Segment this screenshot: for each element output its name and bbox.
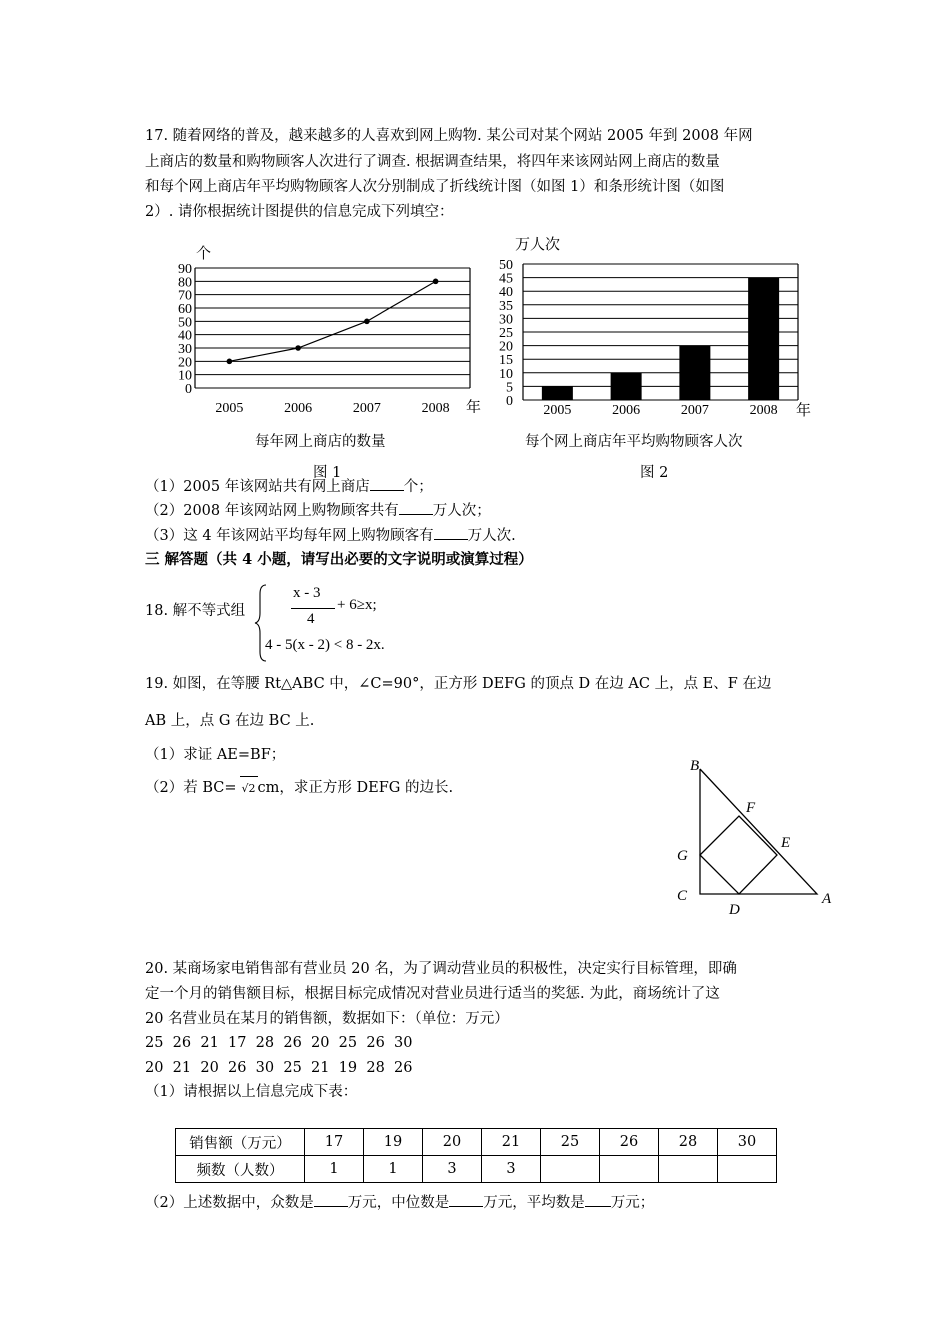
q18-label: 18. 解不等式组 <box>145 603 246 619</box>
chart1-ytick-label: 70 <box>178 288 192 304</box>
table-row-sales <box>176 1129 777 1156</box>
table-cell: 1 <box>305 1156 364 1183</box>
q19-line-2: AB 上，点 G 在边 BC 上. <box>145 713 315 729</box>
table-cell: 20 <box>423 1129 482 1156</box>
q18-frac-num: x - 3 <box>293 585 321 601</box>
table-cell: 1 <box>364 1156 423 1183</box>
q18-ineq1-rest: + 6≥x; <box>337 597 377 613</box>
q20-sub2: （2）上述数据中，众数是 万元，中位数是 万元，平均数是 万元； <box>145 1190 654 1215</box>
chart1-point <box>364 319 370 325</box>
table-cell: 25 <box>541 1129 600 1156</box>
table-cell: 21 <box>482 1129 541 1156</box>
q17-line-3: 和每个网上商店年平均购物顾客人次分别制成了折线统计图（如图 1）和条形统计图（如图 <box>145 179 725 195</box>
label-c: C <box>677 888 688 904</box>
q19-sub2: （2）若 BC= √2 cm，求正方形 DEFG 的边长. <box>145 776 453 800</box>
table-cell: 3 <box>423 1156 482 1183</box>
chart2-figure-label: 图 2 <box>640 465 669 481</box>
q20-line-1: 20. 某商场家电销售部有营业员 20 名，为了调动营业员的积极性，决定实行目标管理，即确 <box>145 961 737 977</box>
q19-sqrt: √2 <box>240 776 258 800</box>
chart2-ytick-label: 45 <box>499 271 513 287</box>
chart2-bar <box>748 278 779 400</box>
chart1-ytick-label: 20 <box>178 355 192 371</box>
q17-line-4: 2）. 请你根据统计图提供的信息完成下列填空： <box>145 204 454 220</box>
table-cell-empty[interactable] <box>600 1156 659 1183</box>
label-d: D <box>729 902 740 918</box>
q20-median-blank[interactable] <box>449 1190 483 1207</box>
chart1-ytick-label: 90 <box>178 262 192 277</box>
q17-sub2: （2）2008 年该网站网上购物顾客共有 万人次； <box>145 498 491 523</box>
chart1-ytick-label: 50 <box>178 315 192 331</box>
q20-sub1: （1）请根据以上信息完成下表： <box>145 1084 358 1100</box>
chart1-point <box>295 345 301 351</box>
bar-chart <box>493 232 823 422</box>
chart2-ylabel: 万人次 <box>515 237 561 253</box>
q17-sub1: （1）2005 年该网站共有网上商店 个； <box>145 474 433 499</box>
table-cell: 19 <box>364 1129 423 1156</box>
q20-data-row-2: 20 21 20 26 30 25 21 19 28 26 <box>145 1060 413 1076</box>
chart1-xtick-label: 2008 <box>421 401 450 413</box>
chart2-bar <box>542 386 573 400</box>
chart2-bar <box>679 346 710 400</box>
chart1-ylabel: 个 <box>196 246 212 262</box>
label-e: E <box>781 835 791 851</box>
q20-line-2: 定一个月的销售额目标，根据目标完成情况对营业员进行适当的奖惩. 为此，商场统计了这 <box>145 986 720 1002</box>
chart2-ytick-label: 15 <box>499 353 513 369</box>
chart1-xlabel: 年 <box>466 400 482 413</box>
chart2-title: 每个网上商店年平均购物顾客人次 <box>525 434 743 450</box>
chart2-ytick-label: 35 <box>499 298 513 314</box>
table-header-frequency: 频数（人数） <box>176 1156 305 1183</box>
table-cell: 3 <box>482 1156 541 1183</box>
q18-frac-den: 4 <box>307 611 315 627</box>
chart2-bar <box>611 373 642 400</box>
chart2-xticks <box>543 403 777 418</box>
chart1-figure-label: 图 1 <box>313 465 342 481</box>
chart1-xtick-label: 2007 <box>352 401 381 413</box>
chart2-xlabel: 年 <box>796 403 812 419</box>
q17-line-1: 17. 随着网络的普及，越来越多的人喜欢到网上购物. 某公司对某个网站 2005 年到 2008 年网 <box>145 128 753 144</box>
chart1-yticks <box>178 262 192 397</box>
square-defg <box>700 816 777 894</box>
chart2-ytick-label: 5 <box>506 380 513 396</box>
q18-ineq2: 4 - 5(x - 2) < 8 - 2x. <box>265 637 385 653</box>
chart2-bars <box>542 278 779 400</box>
q20-mode-blank[interactable] <box>314 1190 348 1207</box>
q18-frac-bar <box>291 608 335 609</box>
table-cell-empty[interactable] <box>659 1156 718 1183</box>
table-cell: 26 <box>600 1129 659 1156</box>
chart1-ytick-label: 80 <box>178 275 192 291</box>
triangle-square-figure <box>670 750 850 920</box>
q19-sub1: （1）求证 AE=BF； <box>145 747 286 763</box>
table-row-frequency <box>176 1156 777 1183</box>
chart1-ytick-label: 60 <box>178 302 192 317</box>
chart2-ytick-label: 30 <box>499 312 513 328</box>
q17-sub1-blank[interactable] <box>370 474 404 491</box>
table-cell-empty[interactable] <box>541 1156 600 1183</box>
chart2-yticks <box>499 258 513 409</box>
chart1-ytick-label: 10 <box>178 368 192 384</box>
chart1-ytick-label: 40 <box>178 328 192 344</box>
chart2-xtick-label: 2005 <box>543 403 572 418</box>
chart2-xtick-label: 2007 <box>680 403 709 418</box>
q17-sub3-blank[interactable] <box>434 523 468 540</box>
label-a: A <box>822 891 832 907</box>
chart2-ytick-label: 25 <box>499 326 513 341</box>
chart2-ytick-label: 50 <box>499 258 513 273</box>
chart2-xtick-label: 2008 <box>749 403 778 418</box>
table-cell-empty[interactable] <box>718 1156 777 1183</box>
chart1-title: 每年网上商店的数量 <box>255 434 386 450</box>
q20-line-3: 20 名营业员在某月的销售额，数据如下：（单位：万元） <box>145 1011 509 1027</box>
label-f: F <box>746 800 756 816</box>
chart2-ytick-label: 20 <box>499 339 513 355</box>
q17-sub3: （3）这 4 年该网站平均每年网上购物顾客有 万人次. <box>145 523 516 548</box>
q17-line-2: 上商店的数量和购物顾客人次进行了调查. 根据调查结果，将四年来该网站网上商店的数量 <box>145 154 720 170</box>
chart2-ytick-label: 0 <box>506 394 513 409</box>
chart2-xtick-label: 2006 <box>612 403 641 418</box>
q20-data-row-1: 25 26 21 17 28 26 20 25 26 30 <box>145 1035 413 1051</box>
table-cell: 28 <box>659 1129 718 1156</box>
chart1-xticks <box>215 401 449 413</box>
chart1-ytick-label: 30 <box>178 342 192 357</box>
triangle-abc <box>700 769 817 894</box>
chart1-point <box>433 279 439 285</box>
q20-mean-blank[interactable] <box>585 1190 611 1207</box>
table-cell: 17 <box>305 1129 364 1156</box>
chart1-xtick-label: 2005 <box>215 401 244 413</box>
label-g: G <box>677 848 688 864</box>
line-chart <box>160 238 490 413</box>
table-cell: 30 <box>718 1129 777 1156</box>
q19-line-1: 19. 如图，在等腰 Rt△ABC 中，∠C=90°，正方形 DEFG 的顶点 D 在边 AC 上，点 E、F 在边 <box>145 676 772 692</box>
chart1-ytick-label: 0 <box>185 382 192 397</box>
frequency-table <box>175 1128 777 1183</box>
table-header-sales: 销售额（万元） <box>176 1129 305 1156</box>
section-heading: 三 解答题（共 4 小题，请写出必要的文字说明或演算过程） <box>145 551 533 568</box>
chart1-point <box>227 359 233 365</box>
chart2-ytick-label: 40 <box>499 285 513 301</box>
q17-sub2-blank[interactable] <box>399 498 433 515</box>
chart2-ytick-label: 10 <box>499 366 513 382</box>
label-b: B <box>690 758 700 774</box>
chart1-xtick-label: 2006 <box>284 401 313 413</box>
